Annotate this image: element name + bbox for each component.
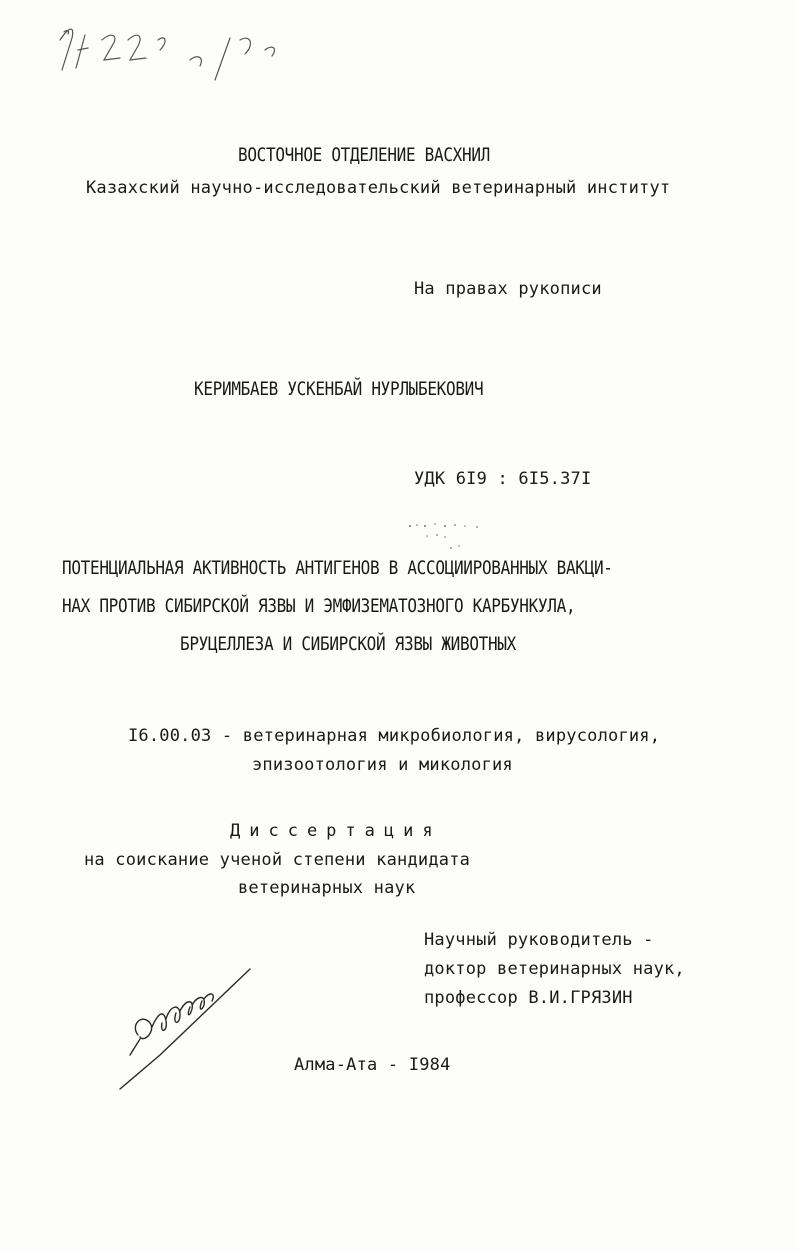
degree-line-2: ветеринарных наук — [238, 878, 416, 898]
specialty-line-1: I6.00.03 - ветеринарная микробиология, вирусология, — [128, 726, 661, 746]
specialty-line-2: эпизоотология и микология — [252, 755, 513, 775]
dissertation-title-line-1: ПОТЕНЦИАЛЬНАЯ АКТИВНОСТЬ АНТИГЕНОВ В АССОЦИИРОВАННЫХ ВАКЦИ- — [62, 556, 613, 579]
udk-code: УДК 6I9 : 6I5.37I — [414, 469, 592, 489]
handwritten-signature — [100, 965, 270, 1095]
supervisor-line-2: доктор ветеринарных наук, — [424, 959, 685, 979]
supervisor-line-1: Научный руководитель - — [424, 930, 654, 950]
degree-line-1: на соискание ученой степени кандидата — [84, 850, 471, 870]
institute-name: Казахский научно-исследовательский ветеринарный институт — [86, 178, 671, 198]
stamp-speckle — [405, 520, 515, 560]
handwritten-archive-mark — [40, 10, 300, 100]
dissertation-title-line-3: БРУЦЕЛЛЕЗА И СИБИРСКОЙ ЯЗВЫ ЖИВОТНЫХ — [180, 632, 516, 655]
dissertation-title-line-2: НАХ ПРОТИВ СИБИРСКОЙ ЯЗВЫ И ЭМФИЗЕМАТОЗНОГО КАРБУНКУЛА, — [62, 594, 576, 617]
organization-heading: ВОСТОЧНОЕ ОТДЕЛЕНИЕ ВАСХНИЛ — [238, 143, 490, 166]
dissertation-heading: Диссертация — [230, 821, 442, 841]
manuscript-note: На правах рукописи — [414, 279, 602, 299]
author-name: КЕРИМБАЕВ УСКЕНБАЙ НУРЛЫБЕКОВИЧ — [194, 377, 484, 400]
place-and-year: Алма-Ата - I984 — [294, 1055, 451, 1075]
supervisor-line-3: профессор В.И.ГРЯЗИН — [424, 988, 633, 1008]
